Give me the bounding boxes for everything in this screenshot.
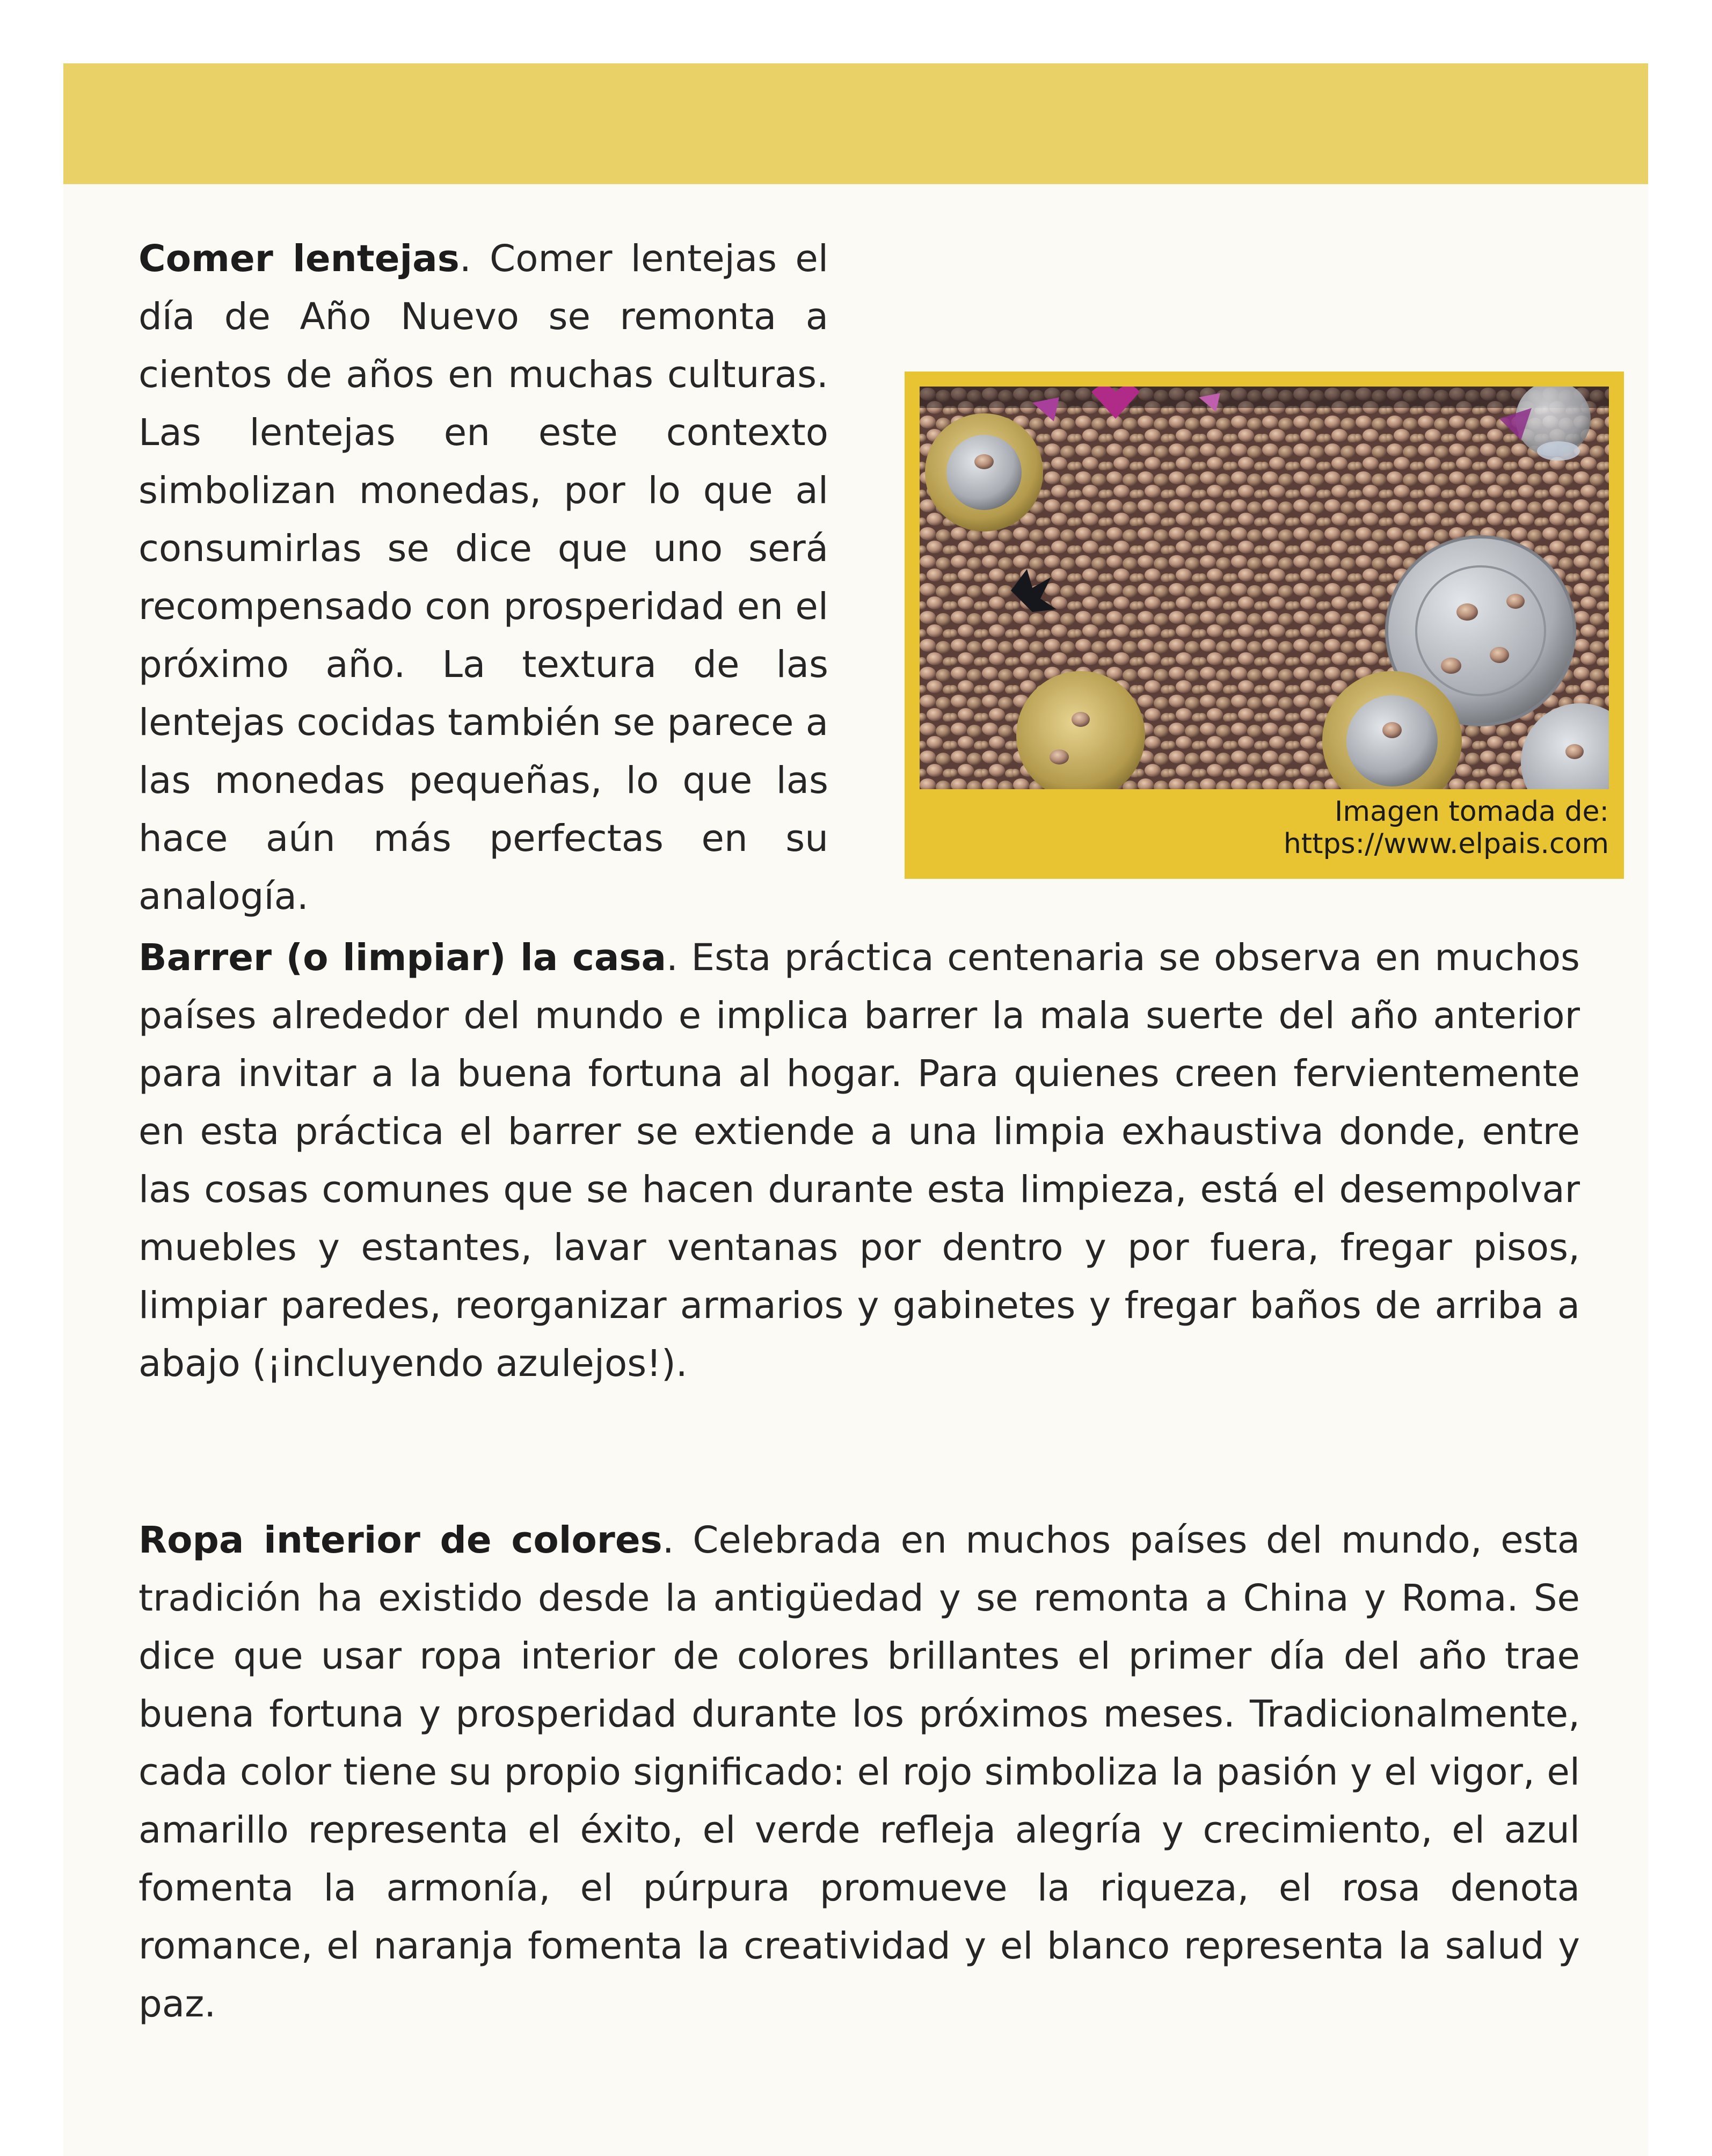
paragraph-sweep [139,929,1580,1393]
body-underwear: . Celebrada en muchos países del mundo, esta tradición ha existido desde la antigüedad y se remonta a China y Roma. Se dice que usar ropa interior de colores brillantes el primer día del año trae buena fortuna y prosperidad durante los próximos meses. Tradicionalmente, cada color tiene su propio significado: el rojo simboliza la pasión y el vigor, el amarillo representa el éxito, el verde refleja alegría y crecimiento, el azul fomenta la armonía, el púrpura promueve la riqueza, el rosa denota romance, el naranja fomenta la creatividad y el blanco representa la salud y paz. [139,1519,1580,2026]
lentils-coins-photo [920,387,1609,789]
page [63,63,1648,2156]
caption-line-1: Imagen tomada de: [1335,796,1609,828]
caption-line-2: https://www.elpais.com [1283,828,1609,860]
heading-lentils: Comer lentejas [139,237,460,280]
body-sweep: . Esta práctica centenaria se observa en muchos países alrededor del mundo e implica barrer la mala suerte del año anterior para invitar a la buena fortuna al hogar. Para quienes creen fervientemente en esta práctica el barrer se extiende a una limpia exhaustiva donde, entre las cosas comunes que se hacen durante esta limpieza, está el desempolvar muebles y estantes, lavar ventanas por dentro y por fuera, fregar pisos, limpiar paredes, reorganizar armarios y gabinetes y fregar baños de arriba a abajo (¡incluyendo azulejos!). [139,936,1580,1385]
heading-sweep: Barrer (o limpiar) la casa [139,936,667,979]
paragraph-underwear [139,1511,1580,2033]
image-frame [905,372,1624,879]
header-band [63,63,1648,184]
image-caption [1284,796,1609,860]
heading-underwear: Ropa interior de colores [139,1519,662,1562]
body-lentils: . Comer lentejas el día de Año Nuevo se remonta a cientos de años en muchas culturas. Las lentejas en este contexto simbolizan monedas, por lo que al consumirlas se dice que uno será recompensado con prosperidad en el próximo año. La textura de las lentejas cocidas también se parece a las monedas pequeñas, lo que las hace aún más perfectas en su analogía. [139,237,829,918]
